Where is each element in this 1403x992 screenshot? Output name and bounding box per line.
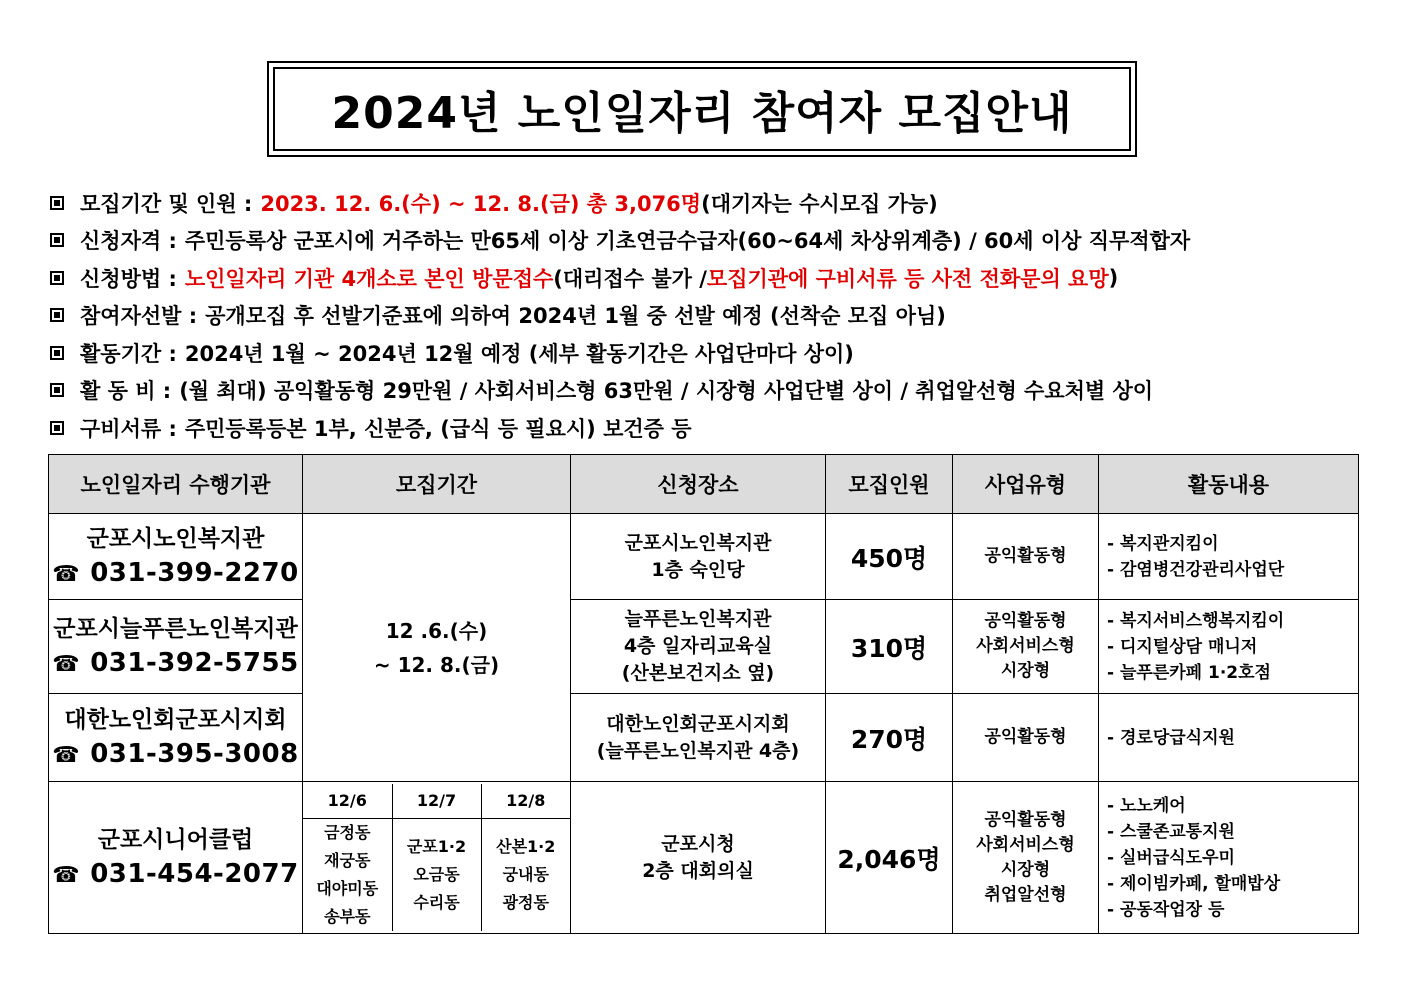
type-text: 시장형 (1000, 661, 1051, 681)
area-name: 송부동 (324, 907, 371, 926)
info-value: 모집기관에 구비서류 등 사전 전화문의 요망 (706, 266, 1109, 291)
place-cell (571, 782, 826, 934)
info-value: 주민등록등본 1부, 신분증, (급식 등 필요시) 보건증 등 (184, 416, 692, 441)
activity-item: - 실버급식도우미 (1107, 847, 1235, 868)
info-line (48, 372, 1368, 410)
count-cell: 2,046명 (826, 782, 953, 934)
area-name: 광정동 (502, 893, 549, 912)
square-bullet-icon (50, 271, 64, 285)
place-text: 군포시청 (661, 832, 735, 855)
info-value: 주민등록상 군포시에 거주하는 만65세 이상 기초연금수급자(60~64세 차상위계층) / 60세 이상 직무적합자 (184, 229, 1191, 254)
phone-number: 031-399-2270 (90, 557, 299, 588)
header-type: 사업유형 (953, 455, 1099, 514)
info-value: 2023. 12. 6.(수) ~ 12. 8.(금) 총 3,076명 (260, 191, 702, 216)
type-cell (953, 514, 1099, 600)
place-text: 1층 숙인당 (651, 558, 745, 581)
header-acts: 활동내용 (1099, 455, 1359, 514)
square-bullet-icon (50, 383, 64, 397)
activity-item: - 스쿨존교통지원 (1107, 821, 1235, 842)
count-cell: 450명 (826, 514, 953, 600)
date-subtable (303, 784, 570, 931)
type-text: 취업알선형 (984, 884, 1067, 905)
recruitment-table (48, 454, 1359, 934)
activity-item: - 제이빔카페, 할매밥상 (1107, 873, 1281, 894)
header-count: 모집인원 (826, 455, 953, 514)
place-cell (571, 514, 826, 600)
phone-icon: ☎ (52, 651, 81, 677)
area-cell (392, 819, 481, 932)
area-name: 오금동 (413, 865, 460, 884)
info-line (48, 259, 1368, 297)
square-bullet-icon (50, 196, 64, 210)
phone-icon: ☎ (52, 561, 81, 587)
type-cell (953, 782, 1099, 934)
activity-item: - 공동작업장 등 (1107, 899, 1225, 920)
activity-item: - 감염병건강관리사업단 (1107, 559, 1285, 580)
org-cell (49, 600, 303, 694)
place-text: 늘푸른노인복지관 (624, 608, 772, 630)
info-value: 2024년 1월 ~ 2024년 12월 예정 (세부 활동기간은 사업단마다 상이) (184, 341, 854, 366)
info-label: 활 동 비 : (80, 379, 172, 404)
info-value: (대리접수 불가 / (553, 266, 707, 291)
type-text: 사회서비스형 (976, 636, 1075, 656)
phone-line (49, 646, 302, 682)
table-row (49, 600, 1359, 694)
acts-cell (1099, 782, 1359, 934)
org-cell (49, 694, 303, 782)
period-text: ~ 12. 8.(금) (373, 652, 500, 677)
header-place: 신청장소 (571, 455, 826, 514)
area-name: 대야미동 (316, 879, 379, 898)
type-text: 공익활동형 (984, 546, 1067, 566)
info-line (48, 184, 1368, 222)
table-row (49, 514, 1359, 600)
area-name: 궁내동 (502, 865, 549, 884)
phone-icon: ☎ (52, 742, 81, 768)
info-value: 공개모집 후 선발기준표에 의하여 2024년 1월 중 선발 예정 (선착순 모집 아님) (205, 304, 946, 329)
date-cell: 12/7 (392, 784, 481, 819)
type-cell (953, 694, 1099, 782)
phone-line (49, 556, 302, 592)
acts-cell (1099, 694, 1359, 782)
org-name: 대한노인회군포시지회 (64, 706, 287, 733)
place-text: 군포시노인복지관 (624, 531, 772, 554)
org-cell (49, 514, 303, 600)
org-cell (49, 782, 303, 934)
info-line (48, 409, 1368, 447)
area-name: 수리동 (413, 893, 460, 912)
type-text: 공익활동형 (984, 727, 1067, 747)
phone-icon: ☎ (52, 862, 81, 888)
info-label: 신청방법 : (80, 266, 177, 291)
table-row (49, 694, 1359, 782)
info-value: 노인일자리 기관 4개소로 본인 방문접수 (184, 266, 554, 291)
phone-number: 031-392-5755 (90, 647, 299, 678)
count-cell: 310명 (826, 600, 953, 694)
page-title: 2024년 노인일자리 참여자 모집안내 (273, 67, 1131, 151)
place-cell (571, 600, 826, 694)
type-text: 사회서비스형 (976, 834, 1075, 855)
info-value: (월 최대) 공익활동형 29만원 / 사회서비스형 63만원 / 시장형 사업단별 상이 / 취업알선형 수요처별 상이 (179, 379, 1154, 404)
period-cell (303, 514, 571, 782)
acts-cell (1099, 514, 1359, 600)
activity-item: - 늘푸른카페 1·2호점 (1107, 662, 1271, 683)
area-name: 산본1·2 (496, 837, 556, 856)
info-line (48, 297, 1368, 335)
place-text: 4층 일자리교육실 (623, 635, 773, 657)
phone-number: 031-395-3008 (90, 738, 299, 769)
type-text: 공익활동형 (984, 809, 1067, 830)
area-name: 군포1·2 (406, 837, 467, 856)
phone-number: 031-454-2077 (90, 858, 299, 889)
period-cell (303, 782, 571, 934)
info-value: ) (1108, 265, 1119, 290)
area-cell (481, 819, 570, 932)
square-bullet-icon (50, 308, 64, 322)
activity-item: - 노노케어 (1107, 795, 1186, 816)
count-cell: 270명 (826, 694, 953, 782)
org-name: 군포시노인복지관 (86, 525, 265, 552)
acts-cell (1099, 600, 1359, 694)
place-text: (산본보건지소 옆) (621, 662, 775, 684)
info-line (48, 222, 1368, 260)
period-text: 12 .6.(수) (385, 618, 488, 643)
square-bullet-icon (50, 421, 64, 435)
area-row (303, 819, 570, 932)
date-row (303, 784, 570, 819)
place-text: 대한노인회군포시지회 (606, 712, 790, 735)
title-box (267, 61, 1137, 157)
place-cell (571, 694, 826, 782)
phone-line (49, 857, 302, 893)
info-value: (대기자는 수시모집 가능) (701, 191, 938, 216)
org-name: 군포시니어클럽 (97, 826, 254, 853)
header-period: 모집기간 (303, 455, 571, 514)
info-line (48, 334, 1368, 372)
info-label: 구비서류 : (80, 416, 177, 441)
square-bullet-icon (50, 233, 64, 247)
org-name: 군포시늘푸른노인복지관 (53, 615, 298, 642)
type-cell (953, 600, 1099, 694)
phone-line (49, 737, 302, 773)
area-name: 재궁동 (324, 851, 371, 870)
info-label: 신청자격 : (80, 229, 177, 254)
type-text: 시장형 (1000, 859, 1051, 880)
area-name: 금정동 (324, 823, 371, 842)
activity-item: - 복지관지킴이 (1107, 533, 1219, 554)
info-label: 참여자선발 : (80, 304, 198, 329)
activity-item: - 경로당급식지원 (1107, 727, 1235, 748)
activity-item: - 디지털상담 매니저 (1107, 636, 1258, 657)
info-label: 활동기간 : (80, 341, 177, 366)
header-org: 노인일자리 수행기관 (49, 455, 303, 514)
place-text: 2층 대회의실 (642, 859, 754, 882)
type-text: 공익활동형 (984, 611, 1067, 631)
table-header-row (49, 455, 1359, 514)
activity-item: - 복지서비스행복지킴이 (1107, 610, 1285, 631)
date-cell: 12/6 (303, 784, 392, 819)
square-bullet-icon (50, 346, 64, 360)
place-text: (늘푸른노인복지관 4층) (596, 739, 800, 762)
table-row (49, 782, 1359, 934)
info-list (48, 184, 1368, 447)
info-label: 모집기간 및 인원 : (80, 191, 253, 216)
area-cell (303, 819, 392, 932)
date-cell: 12/8 (481, 784, 570, 819)
